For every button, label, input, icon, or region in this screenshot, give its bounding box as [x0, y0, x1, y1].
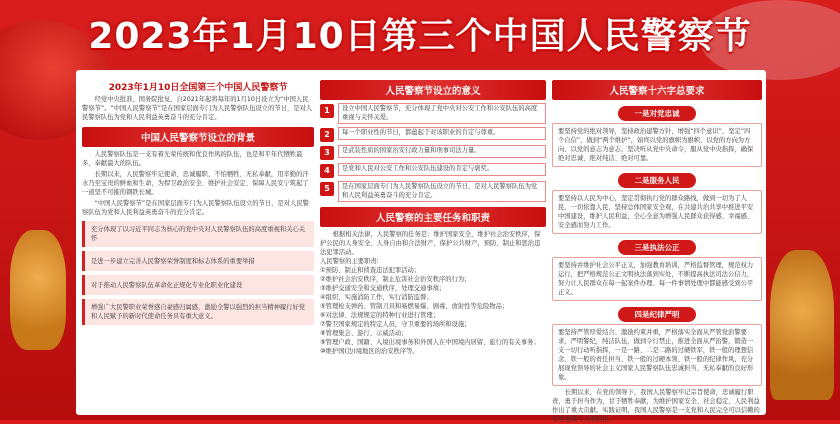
- significance-box: 增强广大民警职业荣誉感自豪感归属感，激励全警以强烈的担当精神履行好党和人民赋予的新时代使命任务具有重大意义。: [82, 299, 314, 325]
- column-background: [82, 78, 314, 325]
- duty-item: ⑦警卫国家规定的特定人员，守卫重要的场所和设施；: [320, 321, 471, 328]
- column-meaning: [320, 78, 546, 356]
- stone-lion-icon: [770, 250, 834, 400]
- content-board: [76, 70, 766, 423]
- duties-heading: 人民警察的主要职责:: [320, 258, 379, 265]
- police-badge-icon: [10, 230, 66, 350]
- requirement-text: 要坚持并维护社会公平正义，加强教育培训，严格监督管理，规范权力运行，把严格规范公正文明执法落到实处，不断提高执法司法公信力，努力让人民群众在每一起案件办理、每一件事情处理中都能感受到公平正义。: [552, 257, 762, 301]
- list-item: [320, 145, 546, 160]
- closing-paragraph: 长期以来，在党的领导下，我国人民警察牢记宗旨使命，忠诚履行职责，勇于担当作为，甘于牺牲奉献，为维护国家安全、社会稳定、人民利益作出了重大贡献。实践证明，我国人民警察是一支党和人民完全可以信赖的有至强战斗力的队伍。: [552, 389, 760, 423]
- section-ribbon-requirements: 人民警察十六字总要求: [552, 80, 762, 100]
- section-ribbon-meaning: 人民警察节设立的意义: [320, 80, 546, 100]
- duty-item: ④组织、实施消防工作，实行消防监督；: [320, 294, 433, 301]
- duty-item: ⑧管理集会、游行、示威活动；: [320, 330, 408, 337]
- duty-item: ⑩维护国(边)境地区的治安秩序等。: [320, 348, 419, 355]
- requirement-text: 要坚持党的绝对领导，坚持政治建警方针，增强“四个意识”，坚定“四个自信”，做到“两个维护”，始终以党的旗帜为旗帜、以党的方向为方向、以党的意志为意志，坚决听从党中央命令，服从党中央指挥，确保绝对忠诚、绝对纯洁、绝对可靠。: [552, 123, 762, 167]
- requirement-tag: 一是对党忠诚: [618, 106, 696, 121]
- item-number: 5: [320, 182, 334, 196]
- item-number: 3: [320, 146, 334, 160]
- requirement-tag: 四是纪律严明: [618, 307, 696, 322]
- background-paragraph-3: “中国人民警察节”是在国家层面专门为人民警察队伍设立的节日，是对人民警察队伍为党和人民利益英勇奋斗的充分肯定。: [82, 200, 309, 216]
- item-number: 2: [320, 128, 334, 142]
- section-heading: 2023年1月10日全国第三个中国人民警察节: [108, 83, 288, 93]
- requirement-tag: 二是服务人民: [618, 173, 696, 188]
- item-text: 设立中国人民警察节，充分体现了党中央对公安工作和公安队伍的高度重视与关怀关爱。: [338, 103, 546, 124]
- intro-paragraph: 经党中央批准、国务院批复，自2021年起将每年的1月10日设立为“中国人民警察节”。“中国人民警察节”是在国家层面专门为人民警察队伍设立的节日，是对人民警察队伍为党和人民利益英勇奋斗的充分肯定。: [82, 96, 313, 121]
- item-text: 每一个职业性的节日，都蕴起于对该职业的肯定与尊重。: [338, 127, 546, 140]
- item-number: 4: [320, 164, 334, 178]
- item-text: 是武装性质的国家治安行政力量和刑事司法力量。: [338, 145, 546, 158]
- column-requirements: [552, 78, 762, 424]
- requirement-text: 要坚持严管厚爱结合、激励约束并重，严格落实全面从严管党治警要求，严明警纪，纯洁队伍，做到令行禁止，推进全面从严治警，锻造一支一切行动听指挥，一是一路、二是二路的过硬铁军，铁一般的理想信念、铁一般的责任担当、铁一般的过硬本领、铁一般的纪律作风，充分展现党领导的社会主义国家人民警察队伍忠诚担当、无私奉献的良好形象。: [552, 324, 762, 386]
- requirement-tag: 三是执法公正: [618, 240, 696, 255]
- duties-intro: 根据相关法律，人民警察的任务是：维护国家安全，维护社会治安秩序，保护公民的人身安全、人身自由和合法财产，保护公共财产，预防、制止和惩治违法犯罪活动。: [320, 231, 541, 256]
- duty-item: ⑥对法律、法规规定的特种行业进行管理；: [320, 312, 439, 319]
- background-paragraph-1: 人民警察队伍是一支有着光荣传统和优良作风的队伍，也是和平年代牺牲最多、奉献最大的队伍。: [82, 151, 303, 167]
- item-text: 是在国家层面专门为人民警察队伍设立的节日，是对人民警察队伍为党和人民利益英勇奋斗的充分肯定。: [338, 181, 546, 202]
- section-ribbon-background: 中国人民警察节设立的背景: [82, 127, 314, 147]
- duty-item: ③维护交通安全和交通秩序，处理交通事故；: [320, 285, 446, 292]
- duty-item: ①预防、制止和侦查违法犯罪活动；: [320, 267, 421, 274]
- list-item: [320, 181, 546, 202]
- item-number: 1: [320, 104, 334, 118]
- list-item: [320, 163, 546, 178]
- item-text: 是党和人民对公安工作和公安队伍建设的肯定与褒奖。: [338, 163, 546, 176]
- duty-item: ⑨管理户政、国籍、入境出境事务和外国人在中国境内居留、旅行的有关事务；: [320, 339, 540, 346]
- section-ribbon-duties: 人民警察的主要任务和职责: [320, 207, 546, 227]
- background-paragraph-2: 长期以来，人民警察牢记使命、忠诚履职，不怕牺牲、无私奉献，用辛勤的汗水乃至宝贵的鲜血和生命，为捍卫政治安全、维护社会安定、保障人民安宁筑起了一道坚不可摧的钢铁长城。: [82, 171, 309, 196]
- list-item: [320, 103, 546, 124]
- page-title: 2023年1月10日第三个中国人民警察节: [88, 16, 752, 57]
- duty-item: ②维护社会治安秩序，制止危害社会治安秩序的行为；: [320, 276, 471, 283]
- significance-box: 对于推动人民警察队伍革命化正规化专业化职业化建设: [82, 275, 314, 295]
- duty-item: ⑤管理枪支弹药、管制刀具和易燃易爆、剧毒、放射性等危险物品；: [320, 303, 509, 310]
- significance-box: 是进一步建立完善人民警察荣誉制度和标志体系的重要举措: [82, 251, 314, 271]
- significance-box: 充分体现了以习近平同志为核心的党中央对人民警察队伍的高度重视和关心关怀: [82, 221, 314, 247]
- requirement-text: 要坚持以人民为中心，坚定贯彻执行党的群众路线，做到一切为了人民、一切依靠人民，坚持总体国家安全观，在共建共治共享中推进平安中国建设，维护人民利益，全心全意为增强人民群众获得感、幸福感、安全感而努力工作。: [552, 190, 762, 234]
- list-item: [320, 127, 546, 142]
